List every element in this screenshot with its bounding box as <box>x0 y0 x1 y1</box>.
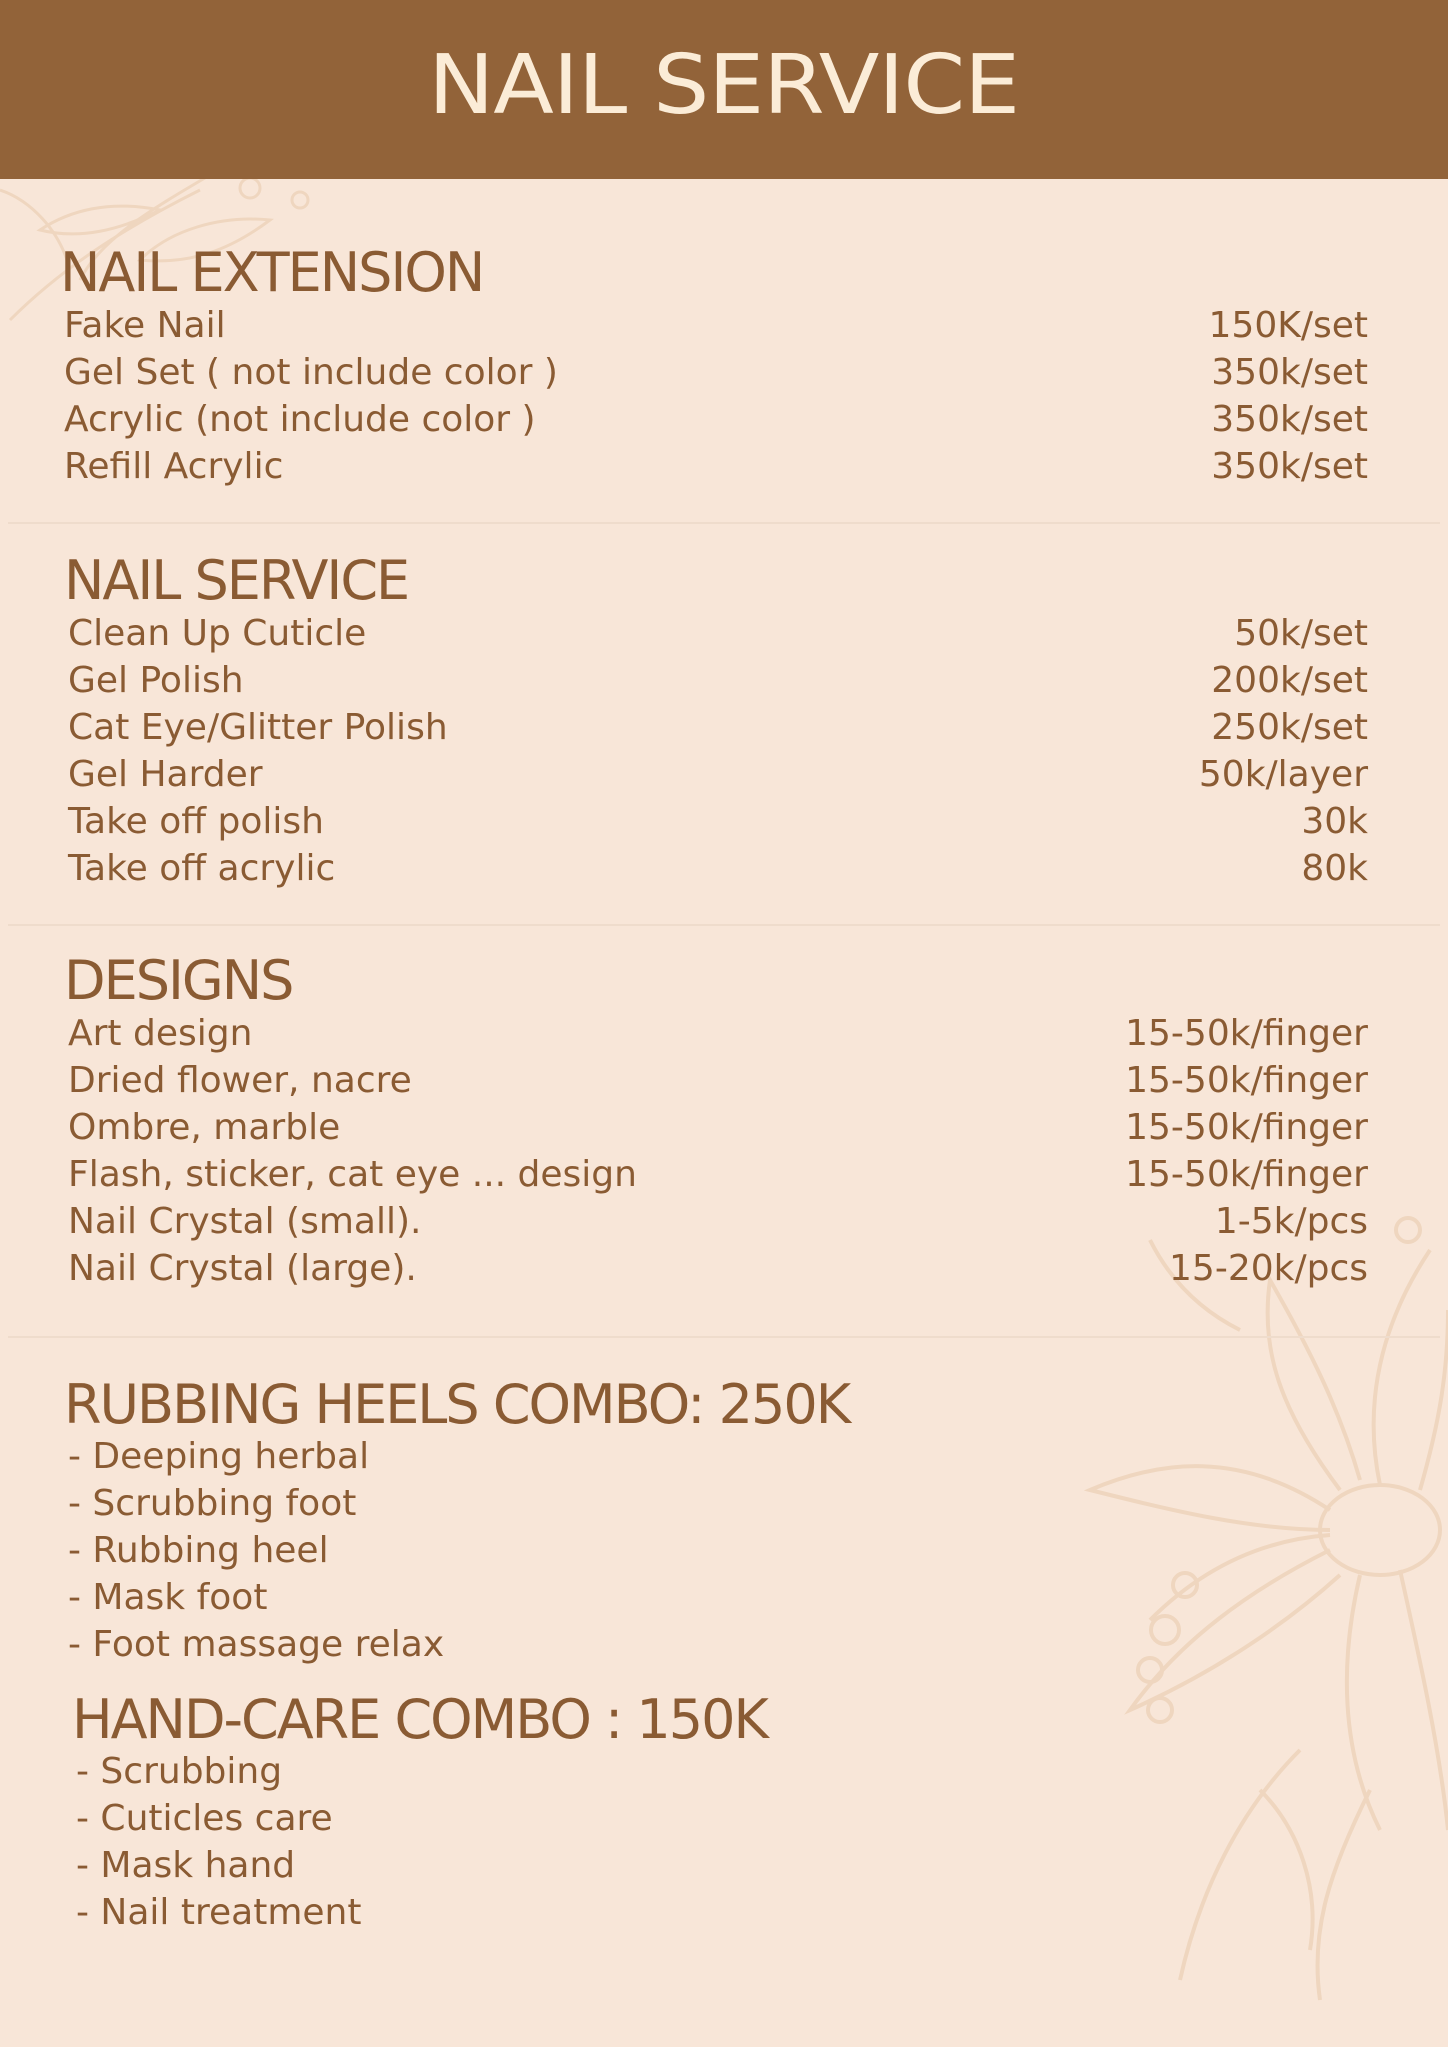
item-name: Take off polish <box>68 801 324 842</box>
list-item <box>64 349 1368 396</box>
list-item: - Mask foot <box>68 1577 268 1618</box>
item-name: Refill Acrylic <box>64 446 284 487</box>
item-price: 200k/set <box>1211 660 1368 701</box>
list-item <box>68 1057 1368 1104</box>
item-name: Fake Nail <box>64 305 226 346</box>
item-price: 50k/set <box>1234 613 1368 654</box>
list-item <box>68 657 1368 704</box>
item-price: 15-50k/finger <box>1125 1060 1368 1101</box>
list-item: - Foot massage relax <box>68 1624 445 1665</box>
item-price: 15-20k/pcs <box>1169 1248 1368 1289</box>
list-item <box>68 704 1368 751</box>
list-item <box>68 1104 1368 1151</box>
section-title-nail-extension: NAIL EXTENSION <box>60 241 484 304</box>
list-item <box>68 1010 1368 1057</box>
list-item: - Rubbing heel <box>68 1530 329 1571</box>
item-name: Gel Harder <box>68 754 263 795</box>
list-item: - Deeping herbal <box>68 1436 370 1477</box>
item-price: 30k <box>1301 801 1368 842</box>
item-name: Cat Eye/Glitter Polish <box>68 707 448 748</box>
item-name: Clean Up Cuticle <box>68 613 367 654</box>
section-title-hand-care: HAND-CARE COMBO : 150K <box>72 1688 767 1751</box>
list-item <box>68 751 1368 798</box>
item-name: Gel Set ( not include color ) <box>64 352 558 393</box>
item-price: 15-50k/finger <box>1125 1013 1368 1054</box>
section-divider <box>8 522 1440 524</box>
item-price: 350k/set <box>1211 399 1368 440</box>
flower-decoration-icon <box>1000 1190 1448 2010</box>
item-price: 250k/set <box>1211 707 1368 748</box>
list-item: - Scrubbing <box>76 1751 283 1792</box>
list-item <box>68 610 1368 657</box>
item-price: 50k/layer <box>1198 754 1368 795</box>
list-item <box>64 443 1368 490</box>
item-name: Art design <box>68 1013 253 1054</box>
list-item: - Scrubbing foot <box>68 1483 357 1524</box>
item-name: Gel Polish <box>68 660 244 701</box>
list-item: - Mask hand <box>76 1845 296 1886</box>
list-item <box>68 798 1368 845</box>
list-item <box>68 1198 1368 1245</box>
list-item: - Nail treatment <box>76 1892 362 1933</box>
section-title-designs: DESIGNS <box>64 949 293 1012</box>
list-item <box>64 396 1368 443</box>
item-name: Acrylic (not include color ) <box>64 399 536 440</box>
section-divider <box>8 1336 1440 1338</box>
item-name: Flash, sticker, cat eye ... design <box>68 1154 637 1195</box>
list-item <box>68 845 1368 892</box>
header-bar <box>0 0 1448 179</box>
item-name: Nail Crystal (large). <box>68 1248 417 1289</box>
section-title-rubbing-heels: RUBBING HEELS COMBO: 250K <box>64 1373 850 1436</box>
list-item <box>68 1151 1368 1198</box>
list-item: - Cuticles care <box>76 1798 333 1839</box>
item-price: 15-50k/finger <box>1125 1107 1368 1148</box>
item-price: 15-50k/finger <box>1125 1154 1368 1195</box>
item-price: 150K/set <box>1208 305 1368 346</box>
item-price: 80k <box>1301 848 1368 889</box>
list-item <box>68 1245 1368 1292</box>
item-name: Dried flower, nacre <box>68 1060 412 1101</box>
item-name: Take off acrylic <box>68 848 336 889</box>
item-price: 350k/set <box>1211 352 1368 393</box>
page-title: NAIL SERVICE <box>428 38 1020 133</box>
item-name: Ombre, marble <box>68 1107 341 1148</box>
item-name: Nail Crystal (small). <box>68 1201 422 1242</box>
item-price: 350k/set <box>1211 446 1368 487</box>
section-divider <box>8 924 1440 926</box>
list-item <box>64 302 1368 349</box>
section-title-nail-service: NAIL SERVICE <box>64 549 409 612</box>
item-price: 1-5k/pcs <box>1214 1201 1368 1242</box>
